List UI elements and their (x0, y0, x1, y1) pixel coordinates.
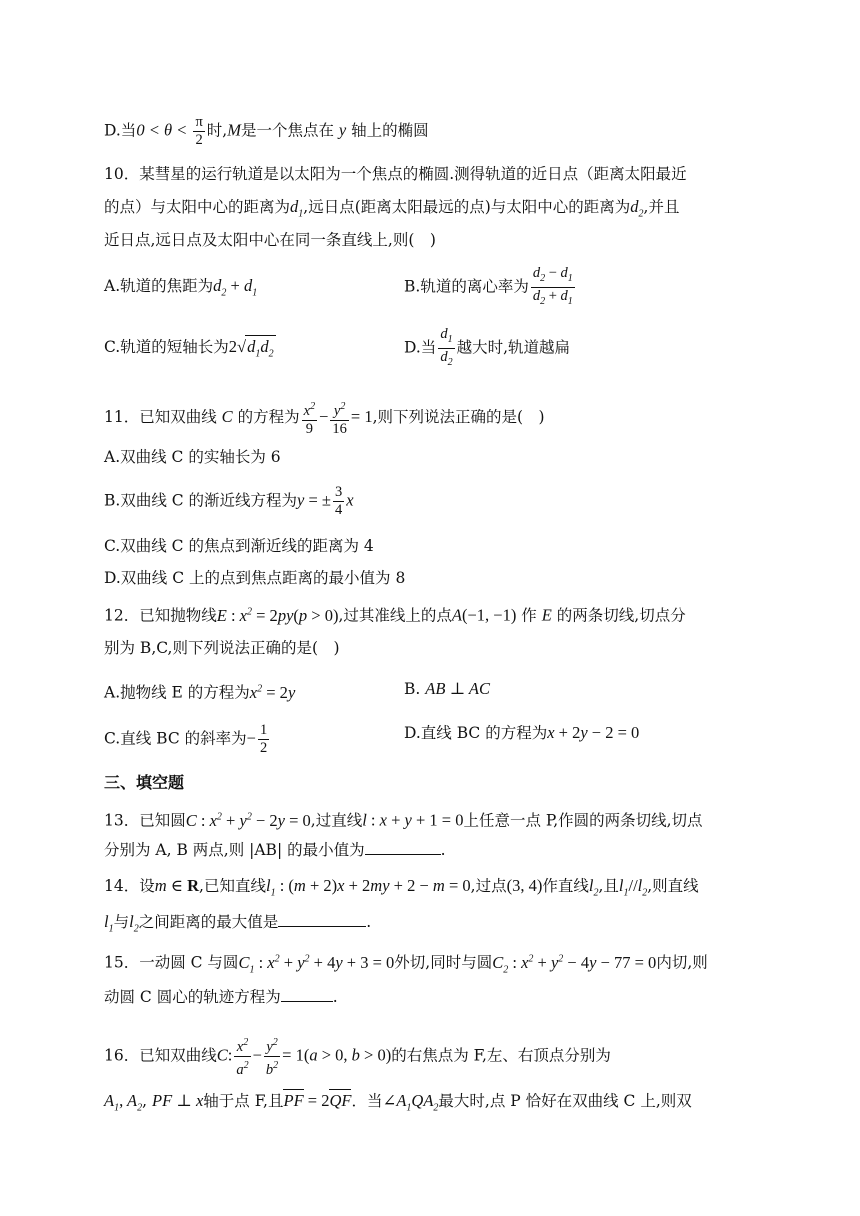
text: D.当 (404, 338, 437, 357)
text: 动圆 C 圆心的轨迹方程为 (104, 988, 281, 1006)
text: 轴于点 F,且 (203, 1092, 284, 1110)
text: ,并且 (643, 198, 680, 216)
text: 内切,则 (656, 953, 708, 972)
text: 是一个焦点在 (240, 121, 334, 140)
answer-blank[interactable] (281, 987, 333, 1002)
q13-line1: 13．已知圆C : $x^2 + y^2 - 2y = 0$,过直线l : x + y + 1 = 0上任意一点 P,作圆的两条切线,切点 (104, 810, 703, 830)
q12-option-c: C.直线 BC 的斜率为− $\frac{1}{2}$ (104, 722, 268, 756)
text: B.轨道的离心率为 (404, 277, 529, 296)
q11-option-a: A.双曲线 C 的实轴长为 6 (104, 448, 281, 466)
q12-option-a: A.抛物线 E 的方程为$x^2 = 2y$ (104, 682, 296, 702)
q10-stem-line2: 的点）与太阳中心的距离为$d_1$,远日点(距离太阳最远的点)与太阳中心的距离为$d_2$,并且 (104, 197, 680, 220)
q12-option-b: B. AB ⊥ AC (404, 679, 491, 698)
q10-option-d: D.当 $\frac{d_1}{d_2}$ 越大时,轨道越扁 (404, 326, 570, 368)
text: 时, (206, 121, 228, 140)
q15-line2: 动圆 C 圆心的轨迹方程为 . (104, 988, 338, 1006)
text: 的方程为 (237, 407, 300, 426)
text: ．当 (351, 1092, 383, 1110)
q10-stem-line1: 10．某彗星的运行轨道是以太阳为一个焦点的椭圆.测得轨道的近日点（距离太阳最近 (104, 165, 687, 183)
text: 与 (113, 913, 130, 931)
q10-option-a: A.轨道的焦距为$d_2 + d_1$ (104, 276, 258, 299)
text: ,则直线 (647, 877, 699, 895)
text: ,远日点(距离太阳最远的点)与太阳中心的距离为 (303, 198, 631, 216)
text: 16．已知双曲线 (104, 1046, 217, 1065)
text: , (142, 1092, 148, 1110)
answer-blank[interactable] (278, 912, 366, 927)
text: y (338, 120, 347, 140)
text: A.抛物线 E 的方程为 (104, 683, 250, 702)
text: C.直线 BC 的斜率为 (104, 729, 247, 748)
text: ,已知直线 (199, 877, 266, 895)
text: 分别为 A, B 两点,则 |AB| 的最小值为 (104, 841, 365, 859)
answer-blank[interactable] (365, 840, 441, 855)
text: 越大时,轨道越扁 (456, 338, 570, 357)
text: 14．设 (104, 877, 155, 895)
text: A.轨道的焦距为 (104, 277, 214, 295)
q11-option-c: C.双曲线 C 的焦点到渐近线的距离为 4 (104, 537, 374, 555)
text: 作 (521, 606, 537, 625)
text: 的两条切线,切点分 (556, 606, 686, 625)
text: B.双曲线 C 的渐近线方程为 (104, 491, 298, 510)
section-heading: 三、填空题 (104, 773, 185, 792)
text: ,过其准线上的点 (338, 606, 452, 625)
text: ,且 (598, 877, 619, 895)
q12-option-d: D.直线 BC 的方程为x + 2y − 2 = 0 (404, 723, 640, 742)
q11-option-d: D.双曲线 C 上的点到焦点距离的最小值为 8 (104, 569, 406, 587)
text: ,则下列说法正确的是( ) (372, 407, 545, 426)
text: C.轨道的短轴长为 (104, 338, 229, 356)
text: ,过直线 (310, 811, 363, 830)
q14-line2: $l_1$与$l_2$之间距离的最大值是 . (104, 912, 372, 935)
q12-stem-line2: 别为 B,C,则下列说法正确的是( ) (104, 639, 340, 657)
text: ,过点 (470, 877, 507, 895)
text: 轴上的椭圆 (351, 121, 429, 140)
q13-line2: 分别为 A, B 两点,则 |AB| 的最小值为 . (104, 841, 446, 859)
text: 作直线 (542, 877, 589, 895)
text: B. (404, 680, 421, 698)
text: 之间距离的最大值是 (138, 913, 279, 931)
q14-line1: 14．设m ∈ R,已知直线$l_1$ : (m + 2)x + 2my + 2 − m = 0,过点(3, 4)作直线$l_2$,且$l_1//l_2$,则直线 (104, 876, 699, 899)
text: 12．已知抛物线 (104, 606, 217, 625)
text: 最大时,点 P 恰好在双曲线 C 上,则双 (438, 1092, 692, 1110)
text: D.当 (104, 121, 137, 140)
q10-stem-line3: 近日点,远日点及太阳中心在同一条直线上,则( ) (104, 231, 436, 249)
q12-stem-line1: 12．已知抛物线E : $x^2 = 2py(p > 0)$,过其准线上的点A(−1, −1) 作 E 的两条切线,切点分 (104, 605, 686, 625)
q16-line2: $A_1$, $A_2$, PF ⊥ x轴于点 F,且PF = 2QF．当$\angle A_1QA_2$最大时,点 P 恰好在双曲线 C 上,则双 (104, 1091, 692, 1114)
q11-option-b: B.双曲线 C 的渐近线方程为y = ± $\frac{3}{4}$ x (104, 484, 354, 518)
text: 11．已知双曲线 (104, 407, 217, 426)
text: D.直线 BC 的方程为 (404, 724, 548, 742)
q15-line1: 15．一动圆 C 与圆$C_1$ : $x^2 + y^2 + 4y + 3 = 0$外切,同时与圆$C_2$ : $x^2 + y^2 - 4y - 77 = 0$内切,则 (104, 952, 708, 975)
q9-option-d: D.当0 < θ < $\frac{\pi}{2}$ 时,M是一个焦点在 y 轴上的椭圆 (104, 114, 429, 148)
text: 的点）与太阳中心的距离为 (104, 198, 291, 216)
q10-option-c: C.轨道的短轴长为$2√d_1d_2$ (104, 335, 276, 365)
q10-option-b: B.轨道的离心率为 $\frac{d_2 - d_1}{d_2 + d_1}$ (404, 265, 573, 307)
text: 15．一动圆 C 与圆 (104, 953, 239, 972)
q11-stem: 11．已知双曲线 C 的方程为 $\frac{x^2}{9}$ − $\frac{y^2}{16}$ = 1,则下列说法正确的是( ) (104, 398, 545, 438)
text: 的右焦点为 F,左、右顶点分别为 (391, 1046, 611, 1065)
q16-line1: 16．已知双曲线C: $\frac{x^2}{a^2}$ − $\frac{y^2}{b^2}$ = 1(a > 0, b > 0)的右焦点为 F,左、右顶点分别为 (104, 1034, 611, 1079)
text: 上任意一点 P,作圆的两条切线,切点 (463, 811, 703, 830)
text: 13．已知圆 (104, 811, 186, 830)
text: 外切,同时与圆 (394, 953, 493, 972)
